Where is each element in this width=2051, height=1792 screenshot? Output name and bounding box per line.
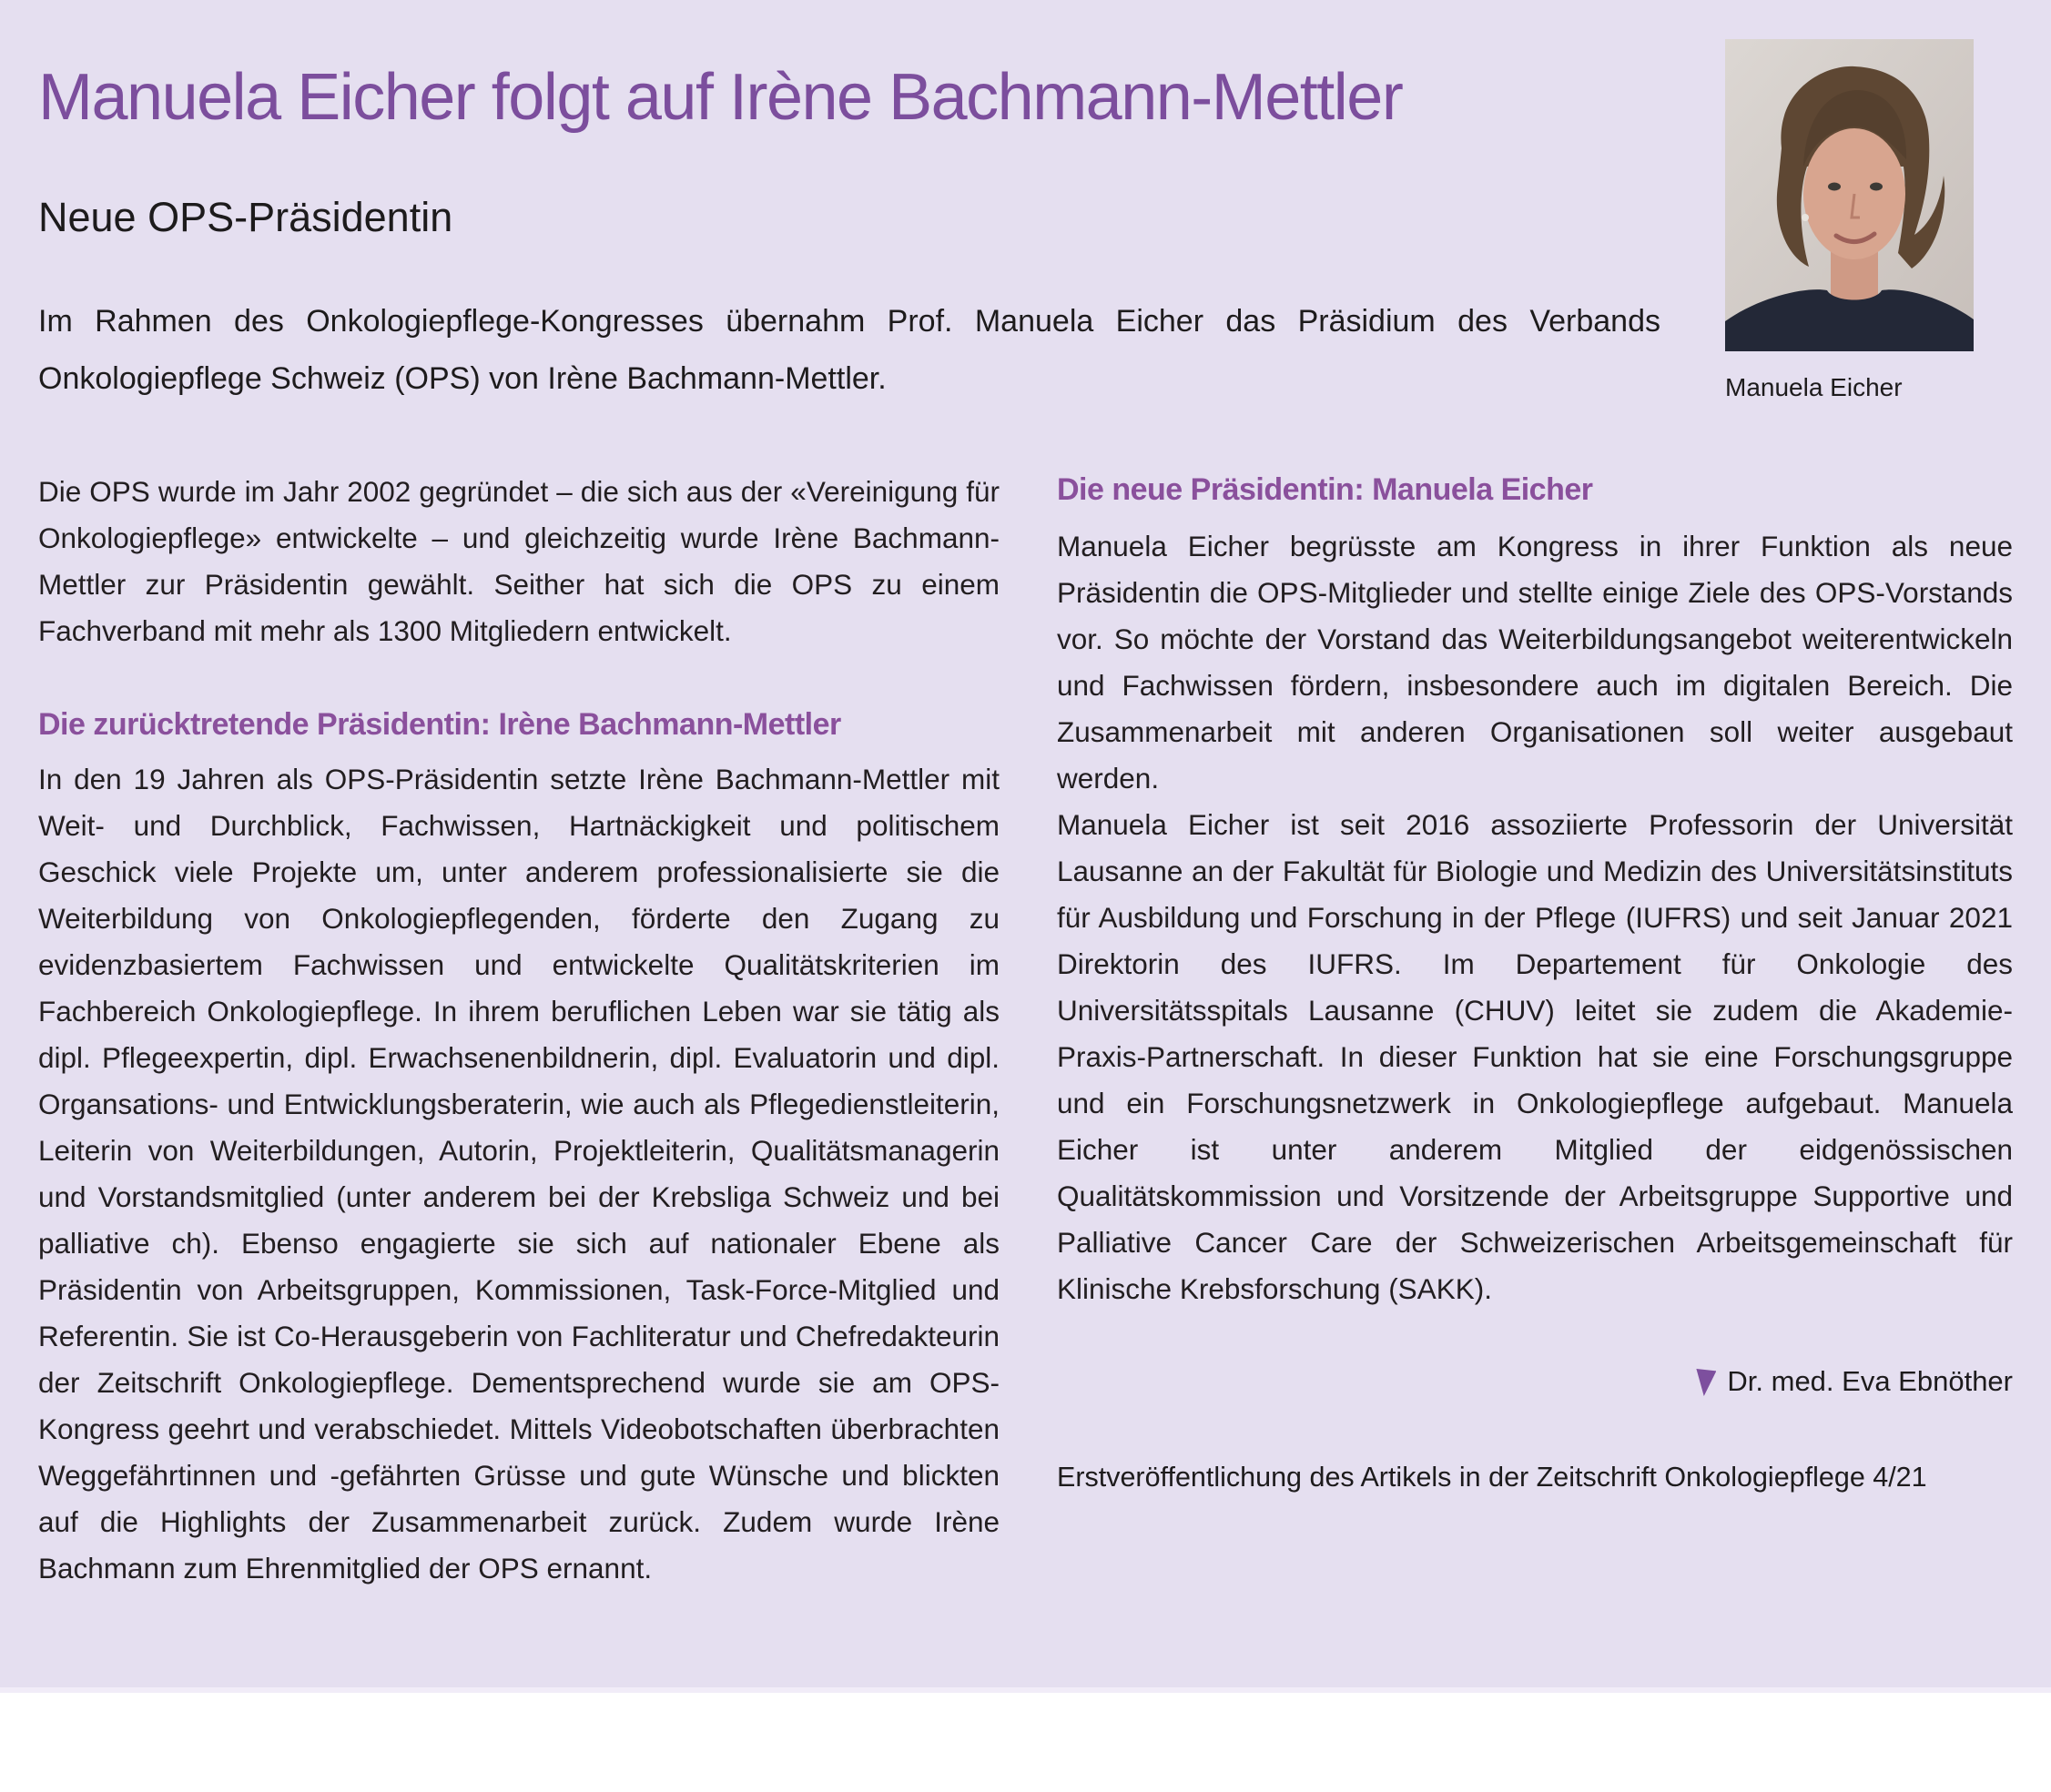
photo-caption: Manuela Eicher [1725,373,1903,401]
page-subtitle: Neue OPS-Präsidentin [38,194,453,241]
lead-paragraph: Im Rahmen des Onkologiepflege-Kongresses übernahm Prof. Manuela Eicher das Präsidium des Verbands Onkologiepflege Schweiz (OPS) von Irène Bachmann-Mettler. [38,304,1660,396]
portrait-figure [1725,39,1974,402]
right-paragraph-2: Manuela Eicher ist seit 2016 assoziierte Professorin der Universität Lausanne an der Fakultät für Biologie und Medizin des Universitätsinstituts für Ausbildung und Forschung in der Pflege (IUFRS) und seit Januar 2021 Direktorin des IUFRS. Im Departement für Onkologie des Universitätsspitals Lausanne (CHUV) leitet sie zudem die Akademie-Praxis-Partnerschaft. In dieser Funktion hat sie eine Forschungsgruppe und ein Forschungsnetzwerk in Onkologiepflege aufgebaut. Manuela Eicher ist unter anderem Mitglied der eidgenössischen Qualitätskommission und Vorsitzende der Arbeitsgruppe Supportive und Palliative Cancer Care der Schweizerischen Arbeitsgemeinschaft für Klinische Krebsforschung (SAKK). [1057,808,2013,1305]
author-byline [1057,1365,2013,1398]
left-intro-paragraph: Die OPS wurde im Jahr 2002 gegründet – die sich aus der «Vereinigung für Onkologiepflege» entwickelte – und gleichzeitig wurde Irène Bachmann-Mettler zur Präsidentin gewählt. Seither hat sich die OPS zu einem Fachverband mit mehr als 1300 Mitgliedern entwickelt. [38,475,1000,647]
right-section-heading: Die neue Präsidentin: Manuela Eicher [1057,472,1593,507]
page-title: Manuela Eicher folgt auf Irène Bachmann-Mettler [38,61,1403,135]
article-columns [38,469,2013,1592]
byline-author: Dr. med. Eva Ebnöther [1727,1365,2013,1397]
first-publication-note: Erstveröffentlichung des Artikels in der Zeitschrift Onkologiepflege 4/21 [1057,1462,1927,1493]
right-column [1057,469,2013,1592]
byline-triangle-icon [1696,1369,1716,1396]
left-column [38,469,1000,1592]
right-paragraph-1: Manuela Eicher begrüsste am Kongress in ihrer Funktion als neue Präsidentin die OPS-Mitglieder und stellte einige Ziele des OPS-Vorstands vor. So möchte der Vorstand das Weiterbildungsangebot weiterentwickeln und Fachwissen fördern, insbesondere auch im digitalen Bereich. Die Zusammenarbeit mit anderen Organisationen soll weiter ausgebaut werden. [1057,530,2013,795]
left-body-paragraph: In den 19 Jahren als OPS-Präsidentin setzte Irène Bachmann-Mettler mit Weit- und Durchblick, Fachwissen, Hartnäckigkeit und politischem Geschick viele Projekte um, unter anderem professionalisierte sie die Weiterbildung von Onkologiepflegenden, förderte den Zugang zu evidenzbasiertem Fachwissen und entwickelte Qualitätskriterien im Fachbereich Onkologiepflege. In ihrem beruflichen Leben war sie tätig als dipl. Pflegeexpertin, dipl. Erwachsenenbildnerin, dipl. Evaluatorin und dipl. Organsations- und Entwicklungsberaterin, wie auch als Pflegedienstleiterin, Leiterin von Weiterbildungen, Autorin, Projektleiterin, Qualitätsmanagerin und Vorstandsmitglied (unter anderem bei der Krebsliga Schweiz und bei palliative ch). Ebenso engagierte sie sich auf nationaler Ebene als Präsidentin von Arbeitsgruppen, Kommissionen, Task-Force-Mitglied und Referentin. Sie ist Co-Herausgeberin von Fachliteratur und Chefredakteurin der Zeitschrift Onkologiepflege. Dementsprechend wurde sie am OPS-Kongress geehrt und verabschiedet. Mittels Videobotschaften überbrachten Weggefährtinnen und -gefährten Grüsse und gute Wünsche und blickten auf die Highlights der Zusammenarbeit zurück. Zudem wurde Irène Bachmann zum Ehrenmitglied der OPS ernannt. [38,763,1000,1584]
left-section-heading: Die zurücktretende Präsidentin: Irène Bachmann-Mettler [38,707,841,742]
portrait-photo [1725,39,1974,351]
